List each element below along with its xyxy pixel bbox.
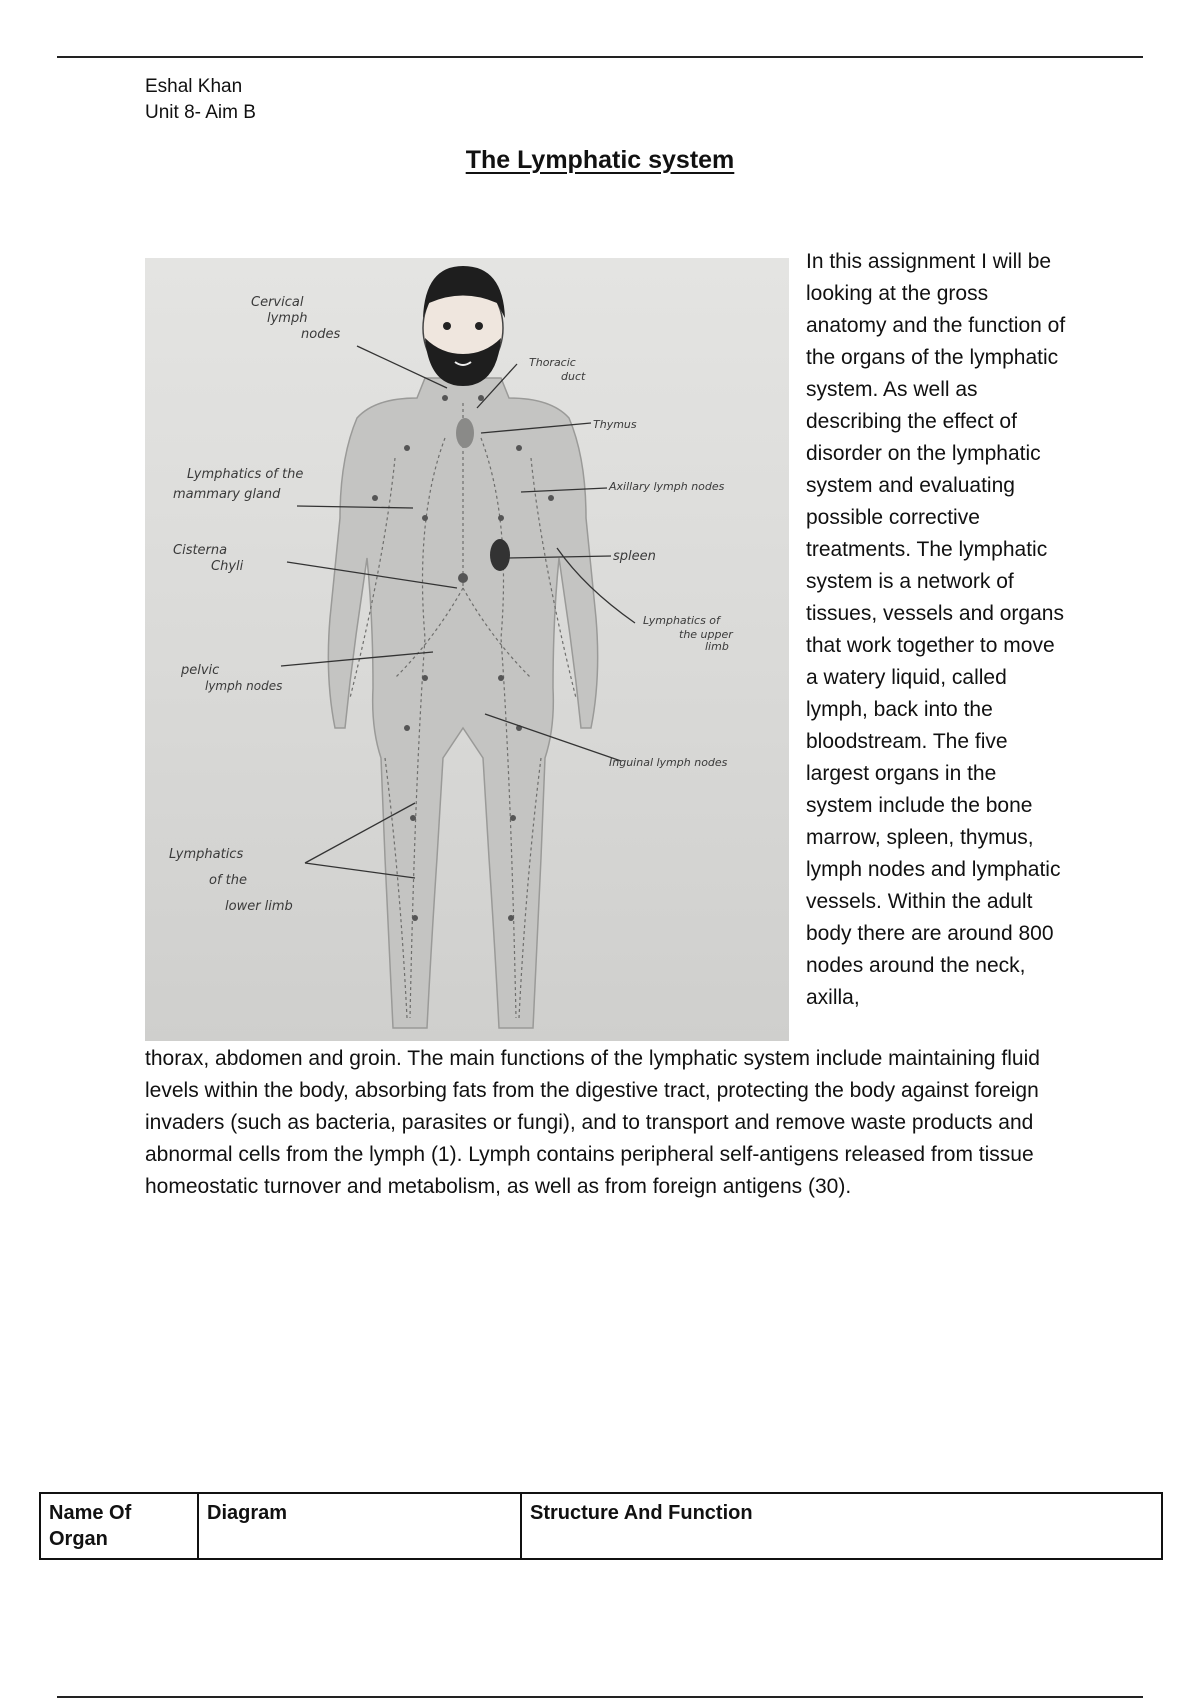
label-axillary: Axillary lymph nodes: [609, 480, 725, 493]
author-name: Eshal Khan: [145, 76, 243, 97]
label-thymus: Thymus: [593, 418, 637, 431]
label-upper-limb-line2: the upper: [679, 628, 733, 641]
label-lower-limb-line2: of the: [209, 873, 247, 888]
label-upper-limb-line3: limb: [705, 640, 729, 653]
intro-text-column: [806, 246, 1066, 1014]
page-title-text: The Lymphatic system: [465, 146, 735, 174]
thymus-organ: [456, 418, 474, 448]
label-cisterna-line1: Cisterna: [173, 543, 228, 558]
body-paragraph: thorax, abdomen and groin. The main functions of the lymphatic system include maintaining fluid levels within the body, absorbing fats from the digestive tract, protecting the body against foreign invaders (such as bacteria, parasites or fungi), and to transport and remove waste products and abnormal cells from the lymph (1). Lymph contains peripheral self-antigens released from tissue homeostatic turnover and metabolism, as well as from foreign antigens (30).: [145, 1047, 1040, 1198]
label-cervical-line2: lymph: [267, 311, 308, 326]
label-mammary-line2: mammary gland: [173, 487, 281, 502]
header-diagram: Diagram: [198, 1493, 521, 1559]
intro-paragraph: In this assignment I will be looking at the gross anatomy and the function of the organs of the lymphatic system. As well as describing the effect of disorder on the lymphatic system and evaluating possible corrective treatments. The lymphatic system is a network of tissues, vessels and organs that work together to move a watery liquid, called lymph, back into the bloodstream. The five largest organs in the system include the bone marrow, spleen, thymus, lymph nodes and lymphatic vessels. Within the adult body there are around 800 nodes around the neck, axilla,: [806, 250, 1066, 1009]
label-cervical-line3: nodes: [301, 327, 341, 342]
header-structure-function: Structure And Function: [521, 1493, 1162, 1559]
label-spleen: spleen: [613, 549, 656, 564]
page-title: [0, 146, 1200, 175]
unit-label: Unit 8- Aim B: [145, 102, 256, 123]
label-thoracic-line1: Thoracic: [529, 356, 576, 369]
lymphatic-diagram: [145, 258, 789, 1041]
spleen-organ: [490, 539, 510, 571]
label-lower-limb-line1: Lymphatics: [169, 847, 244, 862]
label-pelvic-line2: lymph nodes: [205, 679, 283, 693]
header-organ-name: Name Of Organ: [40, 1493, 198, 1559]
label-inguinal: Inguinal lymph nodes: [609, 756, 728, 769]
label-cisterna-line2: Chyli: [211, 559, 244, 574]
table-header-row: [40, 1493, 1162, 1559]
body-text: [145, 1043, 1070, 1203]
label-lower-limb-line3: lower limb: [225, 899, 293, 914]
head-illustration: [423, 266, 505, 386]
organ-table: [39, 1492, 1163, 1560]
label-thoracic-line2: duct: [561, 370, 586, 383]
label-cervical-line1: Cervical: [251, 295, 304, 310]
author-block: [145, 74, 256, 126]
label-mammary-line1: Lymphatics of the: [187, 467, 304, 482]
bottom-rule: [57, 1696, 1143, 1698]
label-upper-limb-line1: Lymphatics of: [643, 614, 720, 627]
lymphatic-body-drawing: [145, 258, 789, 1041]
top-rule: [57, 56, 1143, 58]
label-pelvic-line1: pelvic: [181, 663, 220, 678]
